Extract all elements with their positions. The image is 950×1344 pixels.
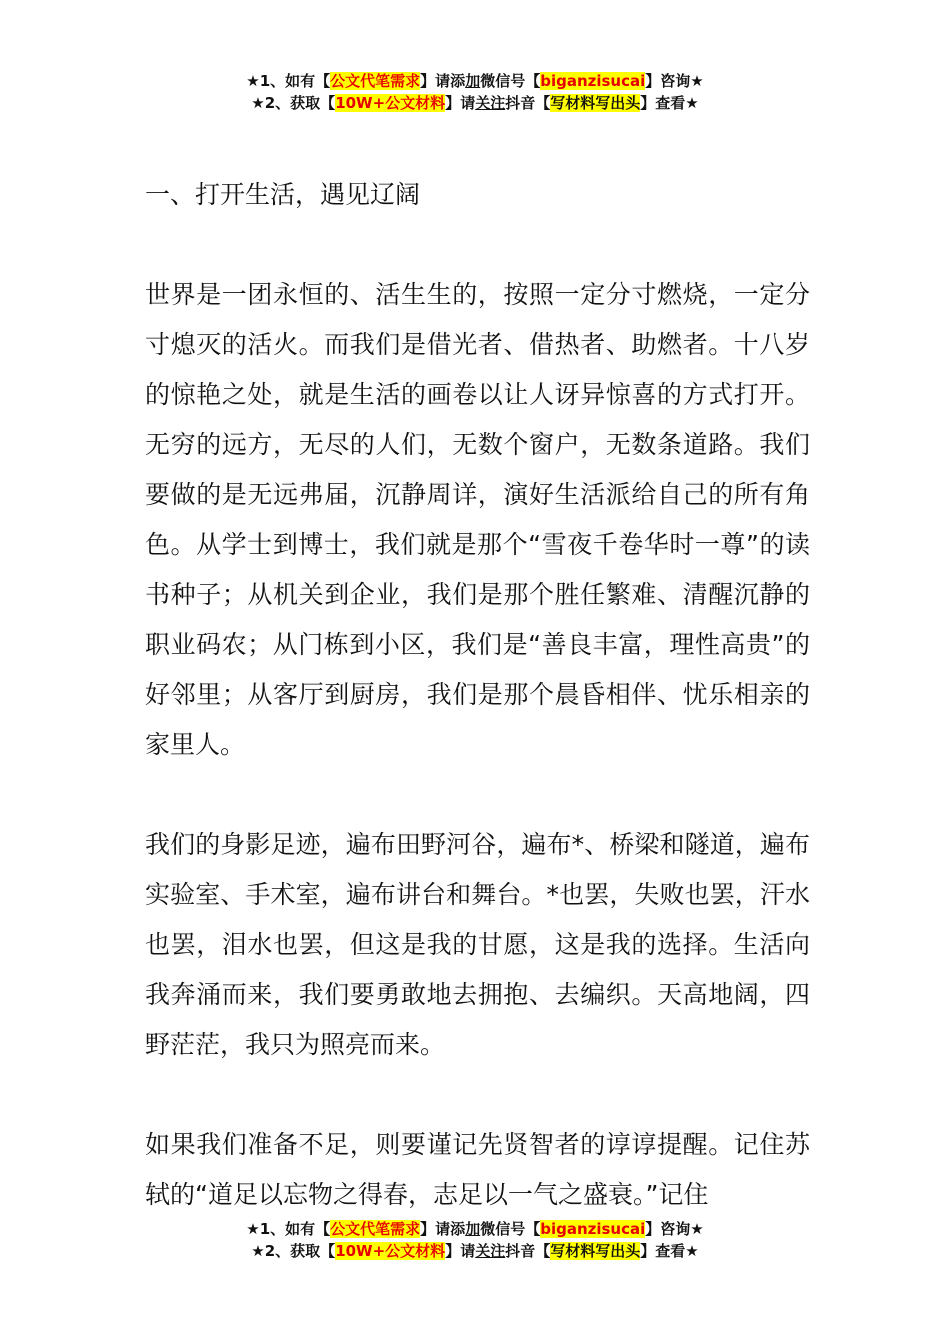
banner-underlined-text: 加 xyxy=(465,72,481,90)
banner-highlight-wechat: biganzisucai xyxy=(540,72,646,90)
banner-text: 抖音【 xyxy=(505,94,551,112)
banner-text: 】查看★ xyxy=(640,1242,699,1260)
banner-text: 】咨询★ xyxy=(645,1220,704,1238)
banner-highlight-service: 公文代笔需求 xyxy=(330,1220,421,1238)
header-banner xyxy=(0,70,950,114)
banner-text: 微信号【 xyxy=(480,1220,541,1238)
banner-highlight-service: 公文代笔需求 xyxy=(330,72,421,90)
banner-text: 】请 xyxy=(445,1242,476,1260)
banner-text: ★1、如有【 xyxy=(246,72,331,90)
banner-highlight-materials: 10W+公文材料 xyxy=(335,94,446,112)
banner-text: 】请添 xyxy=(420,72,466,90)
section-heading: 一、打开生活，遇见辽阔 xyxy=(145,180,421,209)
banner-line-2 xyxy=(0,92,950,114)
banner-underlined-text: 加 xyxy=(465,1220,481,1238)
banner-text: 抖音【 xyxy=(505,1242,551,1260)
banner-highlight-douyin: 写材料写出头 xyxy=(550,1242,641,1260)
paragraph: 我们的身影足迹，遍布田野河谷，遍布*、桥梁和隧道，遍布实验室、手术室，遍布讲台和舞台。*也罢，失败也罢，汗水也罢，泪水也罢，但这是我的甘愿，这是我的选择。生活向我奔涌而来，我们要勇敢地去拥抱、去编织。天高地阔，四野茫茫，我只为照亮而来。 xyxy=(145,830,810,1059)
banner-line-1 xyxy=(0,1218,950,1240)
banner-text: 】查看★ xyxy=(640,94,699,112)
banner-highlight-wechat: biganzisucai xyxy=(540,1220,646,1238)
banner-text: ★1、如有【 xyxy=(246,1220,331,1238)
banner-text: 微信号【 xyxy=(480,72,541,90)
banner-text: 】咨询★ xyxy=(645,72,704,90)
footer-banner xyxy=(0,1218,950,1262)
banner-text: 】请 xyxy=(445,94,476,112)
banner-underlined-text: 关注 xyxy=(475,1242,506,1260)
paragraph: 如果我们准备不足，则要谨记先贤智者的谆谆提醒。记住苏轼的“道足以忘物之得春，志足以一气之盛衰。”记住 xyxy=(145,1130,810,1209)
banner-line-1 xyxy=(0,70,950,92)
paragraph: 世界是一团永恒的、活生生的，按照一定分寸燃烧，一定分寸熄灭的活火。而我们是借光者、借热者、助燃者。十八岁的惊艳之处，就是生活的画卷以让人讶异惊喜的方式打开。无穷的远方，无尽的人们，无数个窗户，无数条道路。我们要做的是无远弗届，沉静周详，演好生活派给自己的所有角色。从学士到博士，我们就是那个“雪夜千卷华时一尊”的读书种子；从机关到企业，我们是那个胜任繁难、清醒沉静的职业码农；从门栋到小区，我们是“善良丰富，理性高贵”的好邻里；从客厅到厨房，我们是那个晨昏相伴、忧乐相亲的家里人。 xyxy=(145,280,810,759)
banner-line-2 xyxy=(0,1240,950,1262)
banner-text: 】请添 xyxy=(420,1220,466,1238)
banner-highlight-douyin: 写材料写出头 xyxy=(550,94,641,112)
banner-highlight-materials: 10W+公文材料 xyxy=(335,1242,446,1260)
banner-text: ★2、获取【 xyxy=(251,1242,336,1260)
banner-text: ★2、获取【 xyxy=(251,94,336,112)
banner-underlined-text: 关注 xyxy=(475,94,506,112)
document-body xyxy=(145,170,810,1220)
